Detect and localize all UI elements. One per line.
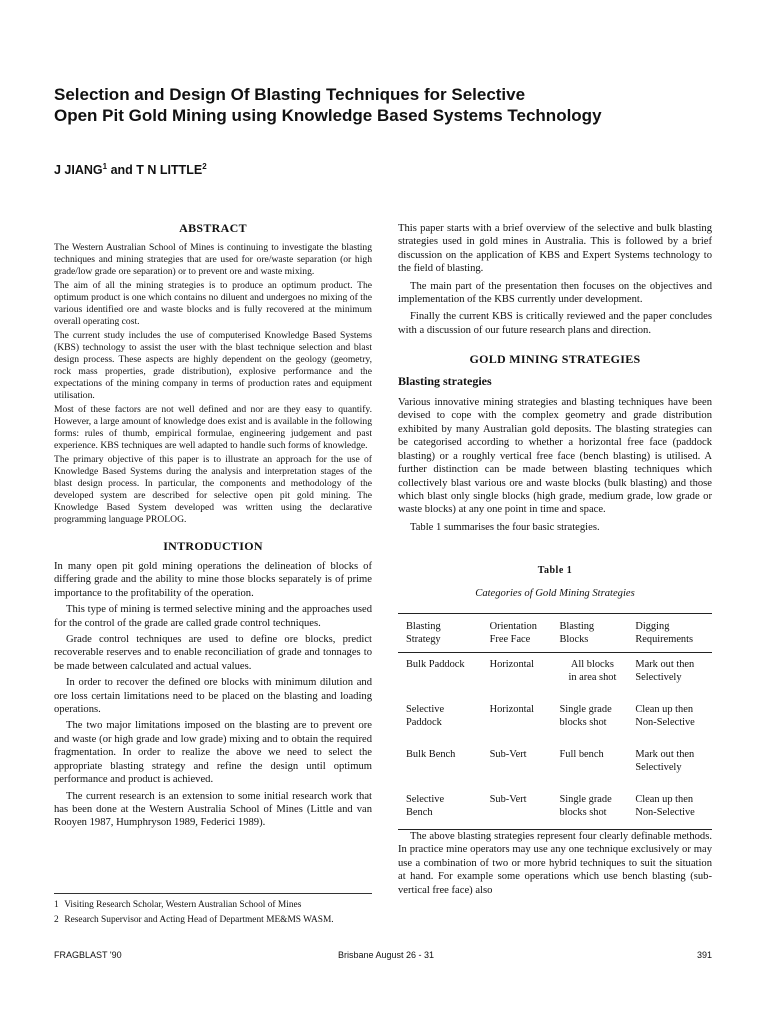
cell-line: blocks shot bbox=[559, 716, 607, 728]
cell-line: Non-Selective bbox=[635, 716, 695, 728]
table-caption bbox=[398, 564, 712, 600]
cell-line: Horizontal bbox=[489, 703, 535, 715]
header-line: Free Face bbox=[489, 633, 531, 645]
header-line: Orientation bbox=[489, 620, 537, 632]
abstract-paragraph: The primary objective of this paper is to illustrate an approach for the use of Knowledge Based Systems during the analysis and interpretation stages of the blast design process. In particular, the components and methodology of the developed system are described for selective open pit gold mining. The Knowledge Based System developed was written using the declarative programming language PROLOG. bbox=[54, 454, 372, 525]
cell-line: Selectively bbox=[635, 671, 682, 683]
table-cell bbox=[482, 652, 552, 698]
header-cell bbox=[551, 613, 627, 652]
intro-paragraph: In order to recover the defined ore blocks with minimum dilution and ore loss certain limitations need to be placed on the blasting and loading operations. bbox=[54, 677, 372, 716]
table-row bbox=[398, 788, 712, 830]
table-cell bbox=[551, 743, 627, 788]
left-column bbox=[54, 222, 372, 833]
cell-line: Paddock bbox=[406, 716, 442, 728]
introduction-heading: INTRODUCTION bbox=[163, 539, 263, 553]
table-cell bbox=[398, 652, 482, 698]
intro-paragraph: Grade control techniques are used to define ore blocks, predict recoverable reserves and to enable reconciliation of grade and tonnages to be made between calculated and actual values. bbox=[54, 634, 372, 672]
cell-line: Bench bbox=[406, 806, 433, 818]
footnote-2 bbox=[54, 913, 372, 928]
table-cell bbox=[482, 698, 552, 743]
cell-line: Sub-Vert bbox=[489, 748, 527, 760]
cell-line: Clean up then bbox=[635, 793, 694, 805]
header-cell bbox=[482, 613, 552, 652]
cell-line: Bulk Paddock bbox=[406, 658, 465, 670]
footnote-1 bbox=[54, 898, 372, 913]
introduction-body bbox=[54, 560, 372, 830]
cell-line: All blocks bbox=[570, 658, 614, 670]
blasting-strategies-subheading: Blasting strategies bbox=[398, 373, 492, 388]
right-column bbox=[398, 222, 712, 901]
author-2: T N LITTLE bbox=[136, 163, 203, 178]
table-row bbox=[398, 743, 712, 788]
footnote-text: Research Supervisor and Acting Head of Department ME&MS WASM. bbox=[64, 915, 334, 925]
table-cell bbox=[551, 788, 627, 830]
table-cell bbox=[551, 698, 627, 743]
title-line-2: Open Pit Gold Mining using Knowledge Based Systems Technology bbox=[54, 106, 602, 125]
author-2-affil: 2 bbox=[202, 162, 207, 171]
table-cell bbox=[482, 743, 552, 788]
header-cell bbox=[627, 613, 712, 652]
author-1: J JIANG bbox=[54, 163, 103, 178]
strategy-paragraph: Table 1 summarises the four basic strategies. bbox=[410, 521, 600, 533]
table-cell bbox=[551, 652, 627, 698]
cell-line: Selective bbox=[406, 793, 445, 805]
footer-conference: FRAGBLAST '90 bbox=[54, 950, 122, 960]
paper-title bbox=[54, 84, 734, 126]
page-number: 391 bbox=[696, 950, 712, 960]
header-line: Requirements bbox=[635, 633, 694, 645]
cell-line: Mark out then bbox=[635, 658, 695, 670]
table-row bbox=[398, 652, 712, 698]
header-line: Blasting bbox=[406, 620, 441, 632]
cell-line: Non-Selective bbox=[635, 806, 695, 818]
table-cell bbox=[398, 698, 482, 743]
footnote-text: Visiting Research Scholar, Western Australian School of Mines bbox=[64, 900, 302, 910]
strategy-paragraph: Various innovative mining strategies and blasting techniques have been devised to cope with the complex geometry and grade distribution exhibited by many Australian gold deposits. The blasting strategies can be categorised according to whether a horizontal free face (paddock blasting) or a roughly vertical free face (bench blasting) is utilised. A further distinction can be made between blasting techniques which collectively blast various ore and waste blocks (bulk blasting) and those which blast only single blocks (high grade, medium grade, low grade or waste blocks) at any one point in time and space. bbox=[398, 397, 712, 516]
table-title: Categories of Gold Mining Strategies bbox=[475, 587, 635, 599]
abstract-body bbox=[54, 242, 372, 526]
intro-paragraph: The current research is an extension to some initial research work that has been done at the Western Australia School of Mines (Little and van Rooyen 1987, Humphryson 1989, Federici 1989). bbox=[54, 790, 372, 829]
intro-paragraph: In many open pit gold mining operations the delineation of blocks of differing grade and the ability to mine those blocks separately is of prime importance to the profitability of the operation. bbox=[54, 561, 372, 599]
table-row bbox=[398, 698, 712, 743]
cell-line: Selectively bbox=[635, 761, 682, 773]
footer-location-date: Brisbane August 26 - 31 bbox=[338, 950, 435, 960]
table-cell bbox=[627, 698, 712, 743]
footnote-number: 1 bbox=[54, 900, 59, 910]
author-joiner: and bbox=[107, 163, 137, 178]
intro-paragraph: The two major limitations imposed on the blasting are to prevent ore and waste (or high grade and low grade) mixing and to obtain the required fragmentation. In order to realize the above we need to select the appropriate blasting strategy and refine the design until optimum performance and product is achieved. bbox=[54, 720, 372, 786]
abstract-paragraph: Most of these factors are not well defined and nor are they easy to quantify. However, a large amount of knowledge does exist and is available in the following forms: rules of thumb, empirical formulae, engineering judgement and past experience. KBS techniques are well adapted to handle such forms of knowledge. bbox=[54, 404, 372, 451]
author-1-affil: 1 bbox=[102, 162, 108, 171]
cell-line: Single grade bbox=[559, 703, 612, 715]
overview-paragraph: The main part of the presentation then focuses on the objectives and implementation of the KBS currently under development. bbox=[398, 280, 712, 306]
title-line-1: Selection and Design Of Blasting Techniques for Selective bbox=[54, 85, 526, 104]
table-cell bbox=[627, 652, 712, 698]
header-cell bbox=[398, 613, 482, 652]
cell-line: blocks shot bbox=[559, 806, 607, 818]
cell-line: Sub-Vert bbox=[489, 793, 527, 805]
table-cell bbox=[627, 743, 712, 788]
cell-line: Mark out then bbox=[635, 748, 695, 760]
overview-paragraph: This paper starts with a brief overview of the selective and bulk blasting strategies used in gold mines in Australia. This is followed by a brief discussion on the application of KBS and Expert Systems technology to the field of blasting. bbox=[398, 223, 712, 275]
cell-line: Selective bbox=[406, 703, 445, 715]
cell-line: Single grade bbox=[559, 793, 612, 805]
strategies-table bbox=[398, 613, 712, 830]
table-cell bbox=[398, 743, 482, 788]
header-line: Blocks bbox=[559, 633, 589, 645]
after-table-paragraph: The above blasting strategies represent four clearly definable methods. In practice mine operators may use any one technique exclusively or may use a combination of two or more hybrid techniques to suit the situation at hand. For example some operations which use bench blasting (sub-vertical free face) also bbox=[398, 830, 712, 896]
abstract-paragraph: The Western Australian School of Mines is continuing to investigate the blasting techniques and mining strategies that are used for ore/waste separation (or high grade/low grade ore separation) or to prevent ore and waste mixing. bbox=[54, 242, 372, 277]
table-cell bbox=[627, 788, 712, 830]
table-cell bbox=[482, 788, 552, 830]
abstract-paragraph: The aim of all the mining strategies is to produce an optimum product. The optimum product is one which contains no diluent and undergoes no mixing of the various identified ore and waste blocks and is fully recovered at the minimum overall operating cost. bbox=[54, 280, 372, 327]
cell-line: Full bench bbox=[559, 748, 604, 760]
intro-paragraph: This type of mining is termed selective mining and the approaches used for the control of the grade are called grade control techniques. bbox=[54, 604, 372, 629]
cell-line: Horizontal bbox=[489, 658, 535, 670]
overview-paragraph: Finally the current KBS is critically reviewed and the paper concludes with a discussion of our future research plans and direction. bbox=[398, 311, 712, 336]
cell-line: Clean up then bbox=[635, 703, 694, 715]
table-cell bbox=[398, 788, 482, 830]
table-label: Table 1 bbox=[537, 565, 573, 577]
author-line bbox=[54, 162, 207, 177]
cell-line: in area shot bbox=[568, 671, 617, 683]
header-line: Strategy bbox=[406, 633, 441, 645]
gold-mining-heading: GOLD MINING STRATEGIES bbox=[469, 352, 641, 367]
footnote-number: 2 bbox=[54, 915, 59, 925]
table-header-row bbox=[398, 613, 712, 652]
header-line: Blasting bbox=[559, 620, 595, 632]
footnotes bbox=[54, 893, 372, 928]
abstract-paragraph: The current study includes the use of computerised Knowledge Based Systems (KBS) technology to assist the user with the blast technique selection and blast design process. These aspects are highly dependent on the geology (geometry, rock mass properties, grade distribution), explosive performance and the expectations of the mining company in terms of production rates and equipment utilisation. bbox=[54, 330, 372, 401]
abstract-heading: ABSTRACT bbox=[179, 221, 247, 235]
cell-line: Bulk Bench bbox=[406, 748, 456, 760]
header-line: Digging bbox=[635, 620, 670, 632]
